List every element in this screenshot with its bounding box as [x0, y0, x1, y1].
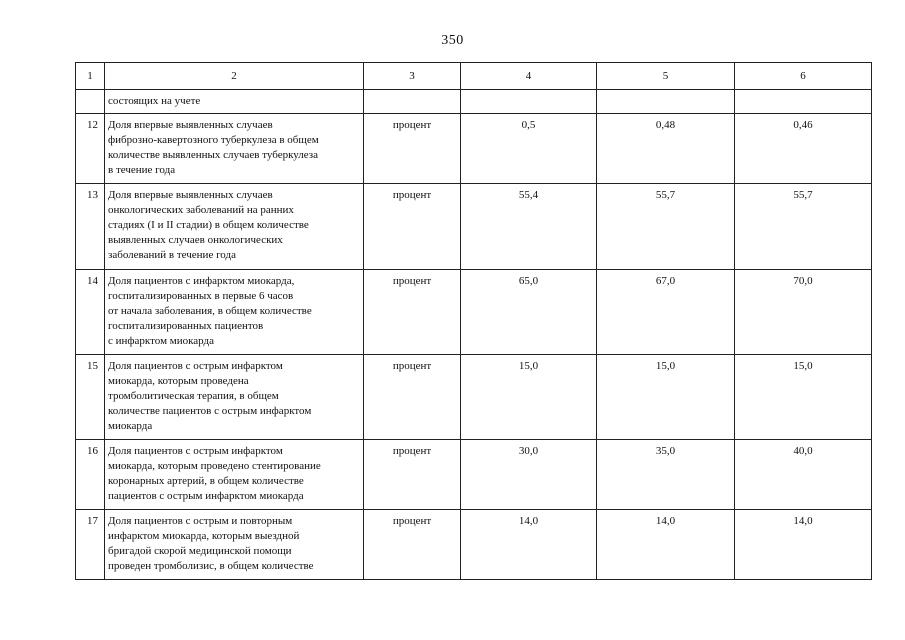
header-cell: 3 [364, 63, 461, 90]
value-cell: 40,0 [735, 440, 872, 510]
page-number: 350 [441, 33, 464, 48]
header-cell: 1 [76, 63, 105, 90]
value-cell: 15,0 [461, 355, 597, 440]
table-row [76, 270, 872, 355]
table-row [76, 355, 872, 440]
row-number-cell: 15 [76, 355, 105, 440]
header-cell: 6 [735, 63, 872, 90]
indicator-name-cell: Доля пациентов с острым инфарктом миокарда, которым проведено стентирование коронарных артерий, в общем количестве пациентов с острым инфарктом миокарда [105, 440, 364, 510]
row-number-cell [76, 90, 105, 114]
value-cell [735, 90, 872, 114]
value-cell: 0,48 [597, 114, 735, 184]
unit-cell: процент [364, 440, 461, 510]
value-cell: 15,0 [735, 355, 872, 440]
value-cell: 14,0 [461, 510, 597, 580]
indicator-name-cell: Доля пациентов с инфарктом миокарда, госпитализированных в первые 6 часов от начала заболевания, в общем количестве госпитализированных пациентов с инфарктом миокарда [105, 270, 364, 355]
indicator-name-cell: Доля пациентов с острым инфарктом миокарда, которым проведена тромболитическая терапия, в общем количестве пациентов с острым инфарктом миокарда [105, 355, 364, 440]
header-cell: 2 [105, 63, 364, 90]
value-cell: 55,7 [597, 184, 735, 270]
unit-cell [364, 90, 461, 114]
value-cell: 15,0 [597, 355, 735, 440]
indicator-name-cell: Доля впервые выявленных случаев фиброзно-кавертозного туберкулеза в общем количестве выявленных случаев туберкулеза в течение года [105, 114, 364, 184]
table-row-continuation [76, 90, 872, 114]
table-header-row [76, 63, 872, 90]
indicator-name-cell: Доля впервые выявленных случаев онкологических заболеваний на ранних стадиях (I и II стадии) в общем количестве выявленных случаев онкологических заболеваний в течение года [105, 184, 364, 270]
value-cell: 14,0 [735, 510, 872, 580]
table-row [76, 184, 872, 270]
header-cell: 5 [597, 63, 735, 90]
header-cell: 4 [461, 63, 597, 90]
indicator-name-cell: Доля пациентов с острым и повторным инфарктом миокарда, которым выездной бригадой скорой медицинской помощи проведен тромболизис, в общем количестве [105, 510, 364, 580]
unit-cell: процент [364, 510, 461, 580]
unit-cell: процент [364, 355, 461, 440]
value-cell: 0,5 [461, 114, 597, 184]
value-cell: 30,0 [461, 440, 597, 510]
value-cell: 35,0 [597, 440, 735, 510]
table-row [76, 510, 872, 580]
row-number-cell: 12 [76, 114, 105, 184]
value-cell: 14,0 [597, 510, 735, 580]
indicators-table [75, 62, 872, 580]
value-cell: 67,0 [597, 270, 735, 355]
indicator-name-cell: состоящих на учете [105, 90, 364, 114]
value-cell: 70,0 [735, 270, 872, 355]
row-number-cell: 13 [76, 184, 105, 270]
value-cell: 55,4 [461, 184, 597, 270]
value-cell: 65,0 [461, 270, 597, 355]
value-cell: 0,46 [735, 114, 872, 184]
unit-cell: процент [364, 270, 461, 355]
unit-cell: процент [364, 114, 461, 184]
table-row [76, 440, 872, 510]
value-cell [461, 90, 597, 114]
row-number-cell: 14 [76, 270, 105, 355]
row-number-cell: 17 [76, 510, 105, 580]
table-row [76, 114, 872, 184]
value-cell [597, 90, 735, 114]
unit-cell: процент [364, 184, 461, 270]
value-cell: 55,7 [735, 184, 872, 270]
row-number-cell: 16 [76, 440, 105, 510]
